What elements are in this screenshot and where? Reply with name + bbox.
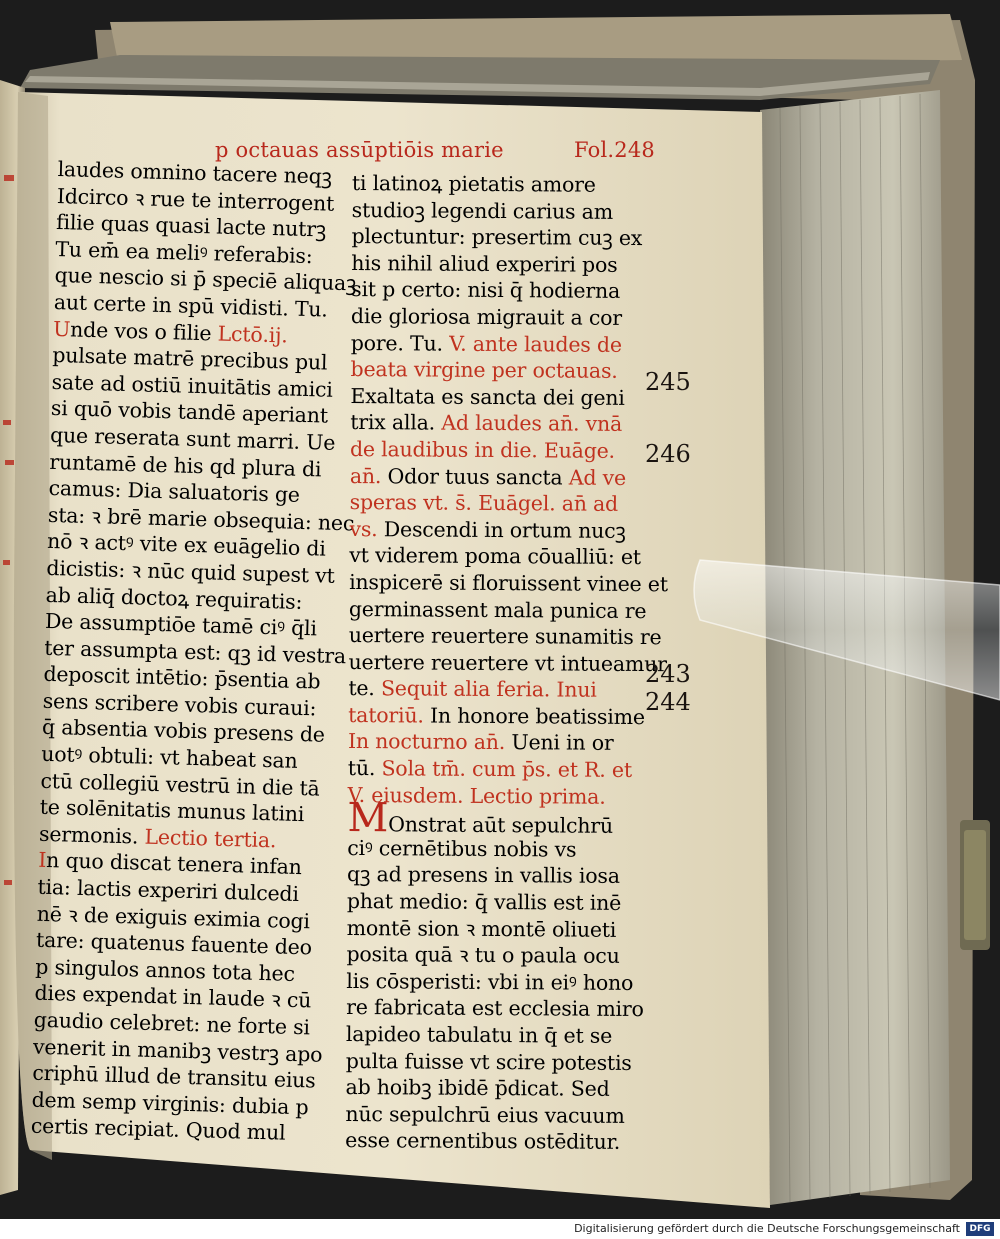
- text-run: die gloriosa migrauit a cor: [350, 303, 622, 330]
- text-run: lis cōsperisti: vbi in eiꝰ hono: [346, 968, 634, 995]
- rubric-text: V. eiusdem. Lectio prima.: [347, 782, 606, 809]
- rubric-text: de laudibus in die. Euāge.: [349, 436, 616, 463]
- text-line: [347, 861, 637, 890]
- text-run: tare: quatenus fauente deo: [35, 927, 313, 960]
- text-run: que nescio si p̄ speciē aliquaꝫ: [54, 263, 357, 296]
- text-run: Idcirco ꝛ rue te interrogent: [56, 183, 335, 216]
- text-line: [351, 250, 641, 279]
- text-run: ab aliq̄ doctoꝝ requiratis:: [45, 582, 303, 614]
- text-line: [348, 728, 638, 757]
- text-run: ter assumpta est: qꝫ id vestra: [43, 635, 347, 668]
- text-line: [351, 303, 641, 332]
- text-run: studioꝫ legendi carius am: [351, 197, 614, 224]
- text-run: plectuntur: presertim cuꝫ ex: [351, 224, 643, 251]
- text-line: [345, 1127, 635, 1156]
- rubric-text: Sequit alia feria. Inui: [380, 676, 597, 703]
- text-run: germinassent mala punica re: [348, 596, 647, 623]
- text-run: gaudio celebret: ne forte si: [33, 1007, 311, 1040]
- text-run: esse cernentibus ostēditur.: [345, 1128, 621, 1155]
- footer-bar: [0, 1219, 1000, 1239]
- text-run: aut certe in spū vidisti. Tu.: [53, 289, 329, 322]
- text-line: [350, 489, 640, 518]
- text-line: [346, 1048, 636, 1077]
- text-line: [352, 170, 642, 199]
- text-run: phat medio: q̄ vallis est inē: [346, 889, 622, 915]
- margin-number: 245: [645, 368, 691, 396]
- text-line: [346, 994, 644, 1023]
- text-run: his nihil aliud experiri pos: [351, 250, 618, 277]
- rubric-text: Lctō.ij.: [217, 321, 289, 348]
- text-run: certis recipiat. Quod mul: [30, 1114, 286, 1146]
- text-run: runtamē de his qd plura di: [49, 449, 322, 482]
- funding-notice: Digitalisierung gefördert durch die Deutsche Forschungsgemeinschaft: [574, 1222, 960, 1235]
- text-run: filie quas quasi lacte nutrꝫ: [55, 210, 327, 242]
- text-run: uertere reuertere sunamitis re: [348, 623, 662, 650]
- text-line: [348, 595, 647, 624]
- text-run: Odor tuus sancta: [381, 463, 569, 490]
- rubric-text: In nocturno an̄.: [347, 729, 506, 755]
- rubric-text: Sola tm̄. cum p̄s. et R. et: [381, 756, 633, 783]
- text-run: sermonis.: [38, 821, 145, 849]
- text-run: sit p certo: nisi q̄ hodierna: [351, 277, 621, 304]
- text-line: [346, 1021, 636, 1050]
- text-run: pulsate matrē precibus pul: [52, 343, 328, 375]
- text-run: qꝫ ad presens in vallis iosa: [346, 862, 620, 889]
- text-run: sens scribere vobis curaui:: [42, 688, 317, 721]
- text-run: dem semp virginis: dubia p: [31, 1087, 309, 1120]
- text-run: nde vos o filie: [69, 316, 219, 346]
- text-line: [351, 276, 641, 305]
- text-line: [348, 649, 667, 678]
- text-run: tū.: [347, 756, 382, 781]
- margin-number: 243: [645, 660, 691, 688]
- text-run: sta: ꝛ brē marie obsequia: nec: [47, 502, 355, 536]
- text-run: vt viderem poma cōualliū: et: [349, 543, 641, 570]
- text-line: [347, 888, 637, 917]
- text-line: [347, 835, 637, 864]
- rubric-text: Ad laudes an̄. vnā: [441, 410, 623, 437]
- text-run: deposcit intētio: p̄sentia ab: [43, 662, 321, 694]
- text-line: [350, 463, 640, 492]
- text-run: nūc sepulchrū eius vacuum: [345, 1101, 625, 1128]
- rubric-text: vs.: [349, 516, 378, 541]
- text-run: que reserata sunt marri. Ue: [49, 422, 336, 455]
- header-title: p octauas assūptiōis marie: [215, 138, 504, 162]
- text-run: Exaltata es sancta dei geni: [350, 383, 625, 410]
- text-run: trix alla.: [350, 410, 442, 435]
- rubric-text: I: [37, 848, 47, 873]
- text-run: sate ad ostiū inuitātis amici: [51, 369, 334, 402]
- text-run: uotꝰ obtuli: vt habeat san: [40, 741, 298, 773]
- text-line: [348, 675, 638, 704]
- rubric-text: tatoriū.: [348, 702, 424, 728]
- text-line: [348, 702, 645, 731]
- text-line: [349, 542, 639, 571]
- text-run: inspicerē si floruissent vinee et: [349, 569, 668, 597]
- text-line: [350, 383, 640, 412]
- text-run: Descendi in ortum nucꝫ: [377, 516, 626, 543]
- text-run: pulta fuisse vt scire potestis: [345, 1048, 632, 1075]
- text-line: [346, 941, 636, 970]
- margin-number: 246: [645, 440, 691, 468]
- text-run: te solēnitatis munus latini: [39, 795, 305, 827]
- rubric-text: Ad ve: [568, 465, 627, 490]
- text-line: [349, 516, 639, 545]
- text-line: [345, 1101, 635, 1130]
- text-run: nō ꝛ actꝰ vite ex euāgelio di: [46, 529, 326, 561]
- text-run: si quō vobis tandē aperiant: [50, 396, 329, 428]
- text-run: venerit in manibꝫ vestrꝫ apo: [32, 1034, 323, 1067]
- text-run: ti latinoꝝ pietatis amore: [351, 170, 596, 197]
- text-run: re fabricata est ecclesia miro: [346, 995, 644, 1022]
- text-run: lapideo tabulatu in q̄ et se: [345, 1021, 613, 1048]
- text-run: ab hoibꝫ ibidē p̄dicat. Sed: [345, 1075, 610, 1102]
- text-line: [347, 915, 637, 944]
- rubric-text: Lectio tertia.: [144, 824, 277, 853]
- text-run: criphū illud de transitu eius: [32, 1060, 316, 1093]
- text-run: pore. Tu.: [350, 330, 450, 356]
- rubric-text: speras vt. s̄. Euāgel. an̄ ad: [349, 490, 619, 516]
- folio-number: Fol.248: [574, 138, 655, 162]
- rubric-text: an̄.: [349, 463, 382, 488]
- rubric-text: beata virgine per octauas.: [350, 357, 618, 384]
- text-run: dies expendat in laude ꝛ cū: [34, 981, 312, 1013]
- text-run: Onstrat aūt sepulchrū: [388, 812, 614, 839]
- text-run: p singulos annos tota hec: [35, 954, 296, 986]
- text-run: montē sion ꝛ montē oliueti: [346, 915, 617, 942]
- rubric-text: U: [52, 316, 71, 341]
- text-run: Tu em̄ ea meliꝰ referabis:: [55, 236, 313, 268]
- text-line: [349, 569, 668, 598]
- initial-letter: M: [347, 795, 389, 842]
- text-run: ciꝰ cernētibus nobis vs: [347, 835, 577, 862]
- text-line: [351, 330, 641, 359]
- text-run: tia: lactis experiri dulcedi: [37, 874, 300, 907]
- text-run: camus: Dia saluatoris ge: [48, 476, 301, 508]
- text-run: ctū collegiū vestrū in die tā: [40, 768, 320, 801]
- text-run: te.: [348, 676, 382, 701]
- text-run: posita quā ꝛ tu o paula ocu: [346, 942, 620, 969]
- text-line: [348, 782, 638, 811]
- text-line: [352, 197, 642, 226]
- text-run: dicistis: ꝛ nūc quid supest vt: [46, 555, 335, 588]
- text-line: [346, 1074, 636, 1103]
- text-line: [348, 622, 662, 651]
- text-run: uertere reuertere vt intueamur: [348, 649, 667, 676]
- text-line: [351, 356, 641, 385]
- text-line: [351, 223, 641, 252]
- text-run: n quo discat tenera infan: [45, 848, 303, 880]
- text-column-left: [30, 156, 357, 1148]
- text-run: nē ꝛ de exiguis eximia cogi: [36, 901, 311, 933]
- margin-number: 244: [645, 688, 691, 716]
- text-run: De assumptiōe tamē ciꝰ q̄li: [44, 608, 318, 641]
- text-line: [346, 968, 636, 997]
- text-run: In honore beatissime: [423, 703, 645, 729]
- text-run: laudes omnino tacere neqꝫ: [57, 156, 333, 189]
- text-run: Ueni in or: [505, 730, 614, 756]
- text-run: q̄ absentia vobis presens de: [41, 715, 326, 748]
- rubric-text: V. ante laudes de: [449, 331, 622, 357]
- text-line: [350, 409, 640, 438]
- text-line: [348, 755, 638, 784]
- text-line: [350, 436, 640, 465]
- dfg-logo: DFG: [966, 1222, 994, 1236]
